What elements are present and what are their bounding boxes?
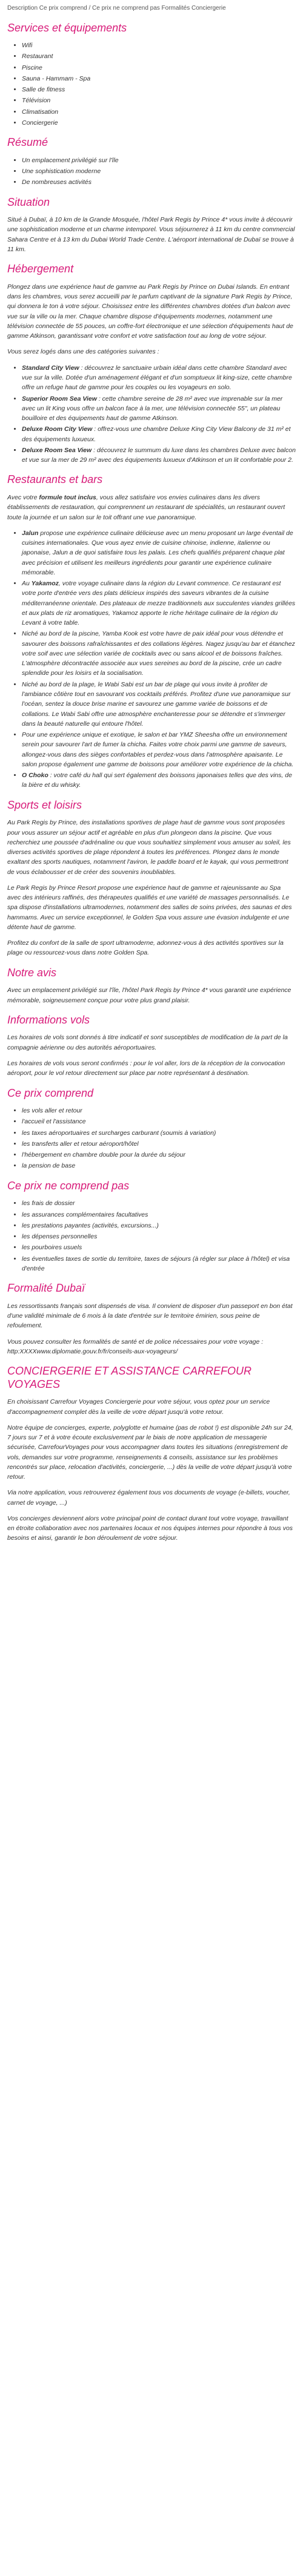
list-item: • Piscine bbox=[22, 63, 296, 73]
list-item: • Wifi bbox=[22, 41, 296, 50]
list-item: • l'accueil et l'assistance bbox=[22, 1117, 296, 1126]
restaurant-desc: : votre café du hall qui sert également des boissons japonaises telles que des vins, de la bière et du whisky. bbox=[22, 772, 292, 789]
services-list bbox=[7, 41, 296, 128]
sports-paragraph: Au Park Regis by Prince, des installations sportives de plage haut de gamme vous sont proposées pour vous assurer un séjour actif et agréable en plus d'un plongeon dans la piscine. Que vous recherchiez une poussée d'adrénaline ou que vous souhaitiez simplement vous amuser au soleil, les diverses activités sportives de plage répondent à toutes les préférences. Plongez dans le monde exaltant des sports nautiques, notamment l'aviron, le paddle board et le kayak, qui vous permettront de vous éclabousser et de créer des souvenirs inoubliables. bbox=[7, 819, 291, 876]
infos-paragraph: Les horaires de vols vous seront confirmés : pour le vol aller, lors de la réception de la convocation aéroport, pour le vol retour directement sur place par notre représentant à destination. bbox=[7, 1059, 285, 1077]
avis-text: Avec un emplacement privilégié sur l'île, l'hôtel Park Regis by Prince 4* vous garantit une expérience mémorable, soigneusement conçue pour votre plus grand plaisir. bbox=[7, 987, 291, 1004]
infos-vols-title: Informations vols bbox=[7, 1013, 90, 1026]
list-item: • De nombreuses activités bbox=[22, 177, 296, 187]
restaurants-intro bbox=[7, 493, 296, 522]
room-desc: : découvrez le sanctuaire urbain idéal dans cette chambre Standard avec vue sur la ville. Dotée d'un aménagement élégant et d'un somptueux lit king-size, cette chambre offre un refuge haut de gamme pour les couples ou les voyageurs en solo. bbox=[22, 364, 292, 392]
formalites-paragraph: Les ressortissants français sont dispensés de visa. Il convient de disposer d'un passeport en bon état d'une validité minimale de 6 mois à la date d'entrée sur le territoire émirien, sous peine de refoulement. bbox=[7, 1302, 293, 1330]
room-name: Standard City View bbox=[22, 364, 79, 372]
comprend-title: Ce prix comprend bbox=[7, 1086, 94, 1099]
formalites-title: Formalité Dubaï bbox=[7, 1282, 85, 1295]
list-item: • Un emplacement privilégié sur l'île bbox=[22, 156, 296, 165]
list-item: • les taxes aéroportuaires et surcharges carburant (soumis à variation) bbox=[22, 1128, 296, 1138]
infos-paragraph: Les horaires de vols sont donnés à titre indicatif et sont susceptibles de modification de la part de la compagnie aérienne ou des autorités aéroportuaires. bbox=[7, 1034, 288, 1051]
list-item: • les dépenses personnelles bbox=[22, 1232, 296, 1241]
restaurant-desc: propose une expérience culinaire délicieuse avec un menu proposant un large éventail de cuisines internationales. Que vous ayez envie de cuisine chinoise, indienne, italienne ou japonaise, Jalun a de quoi satisfaire tous les palais. Les chefs qualifiés préparent chaque plat avec précision et utilisent les meilleurs ingrédients pour garantir une expérience culinaire mémorable. bbox=[22, 529, 293, 576]
room-desc: : offrez-vous une chambre Deluxe King City View Balcony de 31 m² et des équipements luxueux. bbox=[22, 426, 291, 443]
list-item: • les pourboires usuels bbox=[22, 1243, 296, 1252]
list-item: • les transferts aller et retour aéroport/hôtel bbox=[22, 1139, 296, 1149]
restaurant-item: • Au Yakamoz, votre voyage culinaire dans la région du Levant commence. Ce restaurant est votre porte d'entrée vers des plats délicieux inspirés des saveurs vibrantes de la cuisine méditerranéenne orientale. Des plateaux de mezze traditionnels aux succulentes viandes grillées et aux plats de riz aromatiques, Yakamoz apporte le riche héritage culinaire de la région du Levant à votre table. bbox=[22, 579, 296, 628]
room-desc: : découvrez le summum du luxe dans les chambres Deluxe avec balcon et vue sur la mer de 29 m² avec des équipements luxueux d'Atkinson et un lit confortable pour 2. bbox=[22, 446, 296, 464]
formalites-paragraph: Vous pouvez consulter les formalités de santé et de police nécessaires pour votre voyage : http:XXXXwww.diplomatie.gouv.fr/fr/conseils-aux-voyageurs/ bbox=[7, 1338, 264, 1355]
list-item: • Une sophistication moderne bbox=[22, 166, 296, 176]
list-item: • Conciergerie bbox=[22, 118, 296, 128]
restaurants-title: Restaurants et bars bbox=[7, 473, 103, 486]
list-item: • l'hébergement en chambre double pour la durée du séjour bbox=[22, 1150, 296, 1160]
situation-title: Situation bbox=[7, 196, 50, 208]
restaurants-intro-b: , vous allez satisfaire vos envies culinaires dans les divers établissements de restauration, qui comprennent un restaurant de spécialités, un restaurant ouvert toute la journée et un salon sur le toit offrant une vue panoramique. bbox=[7, 493, 285, 521]
restaurant-name: Yakamoz bbox=[31, 580, 59, 588]
conciergerie-paragraph: Vos concierges deviennent alors votre principal point de contact durant tout votre voyage, travaillant en étroite collaboration avec nos partenaires locaux et nos équipes internes pour répondre à tous vos besoins et ainsi, garantir le bon déroulement de votre séjour. bbox=[7, 1514, 293, 1542]
room-item bbox=[22, 424, 296, 444]
situation-text: Situé à Dubaï, à 10 km de la Grande Mosquée, l'hôtel Park Regis by Prince 4* vous invite à découvrir une sophistication moderne et un charme intemporel. Vous séjournerez à 11 km du centre commercial Sahara Centre et à 13 km du Dubai World Trade Centre. L'aéroport international de Dubaï se trouve à 11 km. bbox=[7, 216, 295, 253]
conciergerie-title: CONCIERGERIE ET ASSISTANCE CARREFOUR VOYAGES bbox=[7, 1365, 252, 1390]
restaurant-item bbox=[22, 730, 296, 769]
restaurant-item bbox=[22, 528, 296, 577]
room-name: Deluxe Room Sea View bbox=[22, 446, 92, 454]
restaurant-item bbox=[22, 629, 296, 678]
room-item bbox=[22, 394, 296, 424]
list-item: • les vols aller et retour bbox=[22, 1106, 296, 1116]
restaurants-intro-bold: formule tout inclus bbox=[39, 493, 96, 501]
hebergement-intro: Plongez dans une expérience haut de gamme au Park Regis by Prince on Dubai Islands. En entrant dans les chambres, vous serez accueilli par le parfum captivant de la signature Park Regis by Prince, qui donnera le ton à votre séjour. Choisissez entre les différentes chambres dotées d'un balcon avec vue sur la ville ou la mer. Chaque chambre dispose d'équipements modernes, notamment une télévision connectée de 55 pouces, un coffre-fort électronique et une sélection d'équipements haut de gamme Atkinson, garantissant votre confort et votre satisfaction tout au long de votre séjour. bbox=[7, 283, 293, 340]
sports-paragraph: Le Park Regis by Prince Resort propose une expérience haut de gamme et rajeunissante au Spa avec des intérieurs raffinés, des thérapeutes qualifiés et une variété de massages personnalisés. Le spa dispose d'installations ultramodernes, notamment des salles de soins privées, des saunas et des hammams. Avec un service exceptionnel, le Golden Spa vous assure une évasion indulgente et une détente haut de gamme. bbox=[7, 884, 292, 931]
resume-list bbox=[7, 156, 296, 188]
services-title: Services et équipements bbox=[7, 21, 127, 34]
restaurant-desc: Pour une expérience unique et exotique, le salon et bar YMZ Sheesha offre un environnement serein pour savourer l'art de fumer la chicha. Faites votre choix parmi une gamme de saveurs, allongez-vous dans des sièges confortables et perdez-vous dans l'atmosphère apaisante. Le salon propose également une gamme de boissons pour améliorer votre expérience de la chicha. bbox=[22, 731, 294, 768]
room-list bbox=[7, 363, 296, 465]
restaurant-list bbox=[7, 528, 296, 790]
top-description-line: Description Ce prix comprend / Ce prix ne comprend pas Formalités Conciergerie bbox=[7, 5, 226, 12]
list-item: • les assurances complémentaires facultatives bbox=[22, 1210, 296, 1220]
conciergerie-paragraph: En choisissant Carrefour Voyages Conciergerie pour votre séjour, vous optez pour un service d'accompagnement complet dès la veille de votre départ jusqu'à votre retour. bbox=[7, 1398, 270, 1416]
list-item: • Sauna - Hammam - Spa bbox=[22, 74, 296, 84]
conciergerie-paragraph: Via notre application, vous retrouverez également tous vos documents de voyage (e-billets, voucher, carnet de voyage, ...) bbox=[7, 1489, 290, 1506]
list-item: • les frais de dossier bbox=[22, 1198, 296, 1208]
hebergement-types-intro: Vous serez logés dans une des catégories suivantes : bbox=[7, 348, 159, 356]
ne-comprend-title: Ce prix ne comprend pas bbox=[7, 1179, 130, 1192]
sports-paragraph: Profitez du confort de la salle de sport ultramoderne, adonnez-vous à des activités sportives sur la plage ou ressourcez-vous dans notre Golden Spa. bbox=[7, 939, 284, 957]
room-name: Superior Room Sea View bbox=[22, 395, 97, 402]
avis-title: Notre avis bbox=[7, 966, 57, 979]
resume-title: Résumé bbox=[7, 136, 48, 149]
ne-comprend-list bbox=[7, 1198, 296, 1273]
restaurant-desc: , votre voyage culinaire dans la région du Levant commence. Ce restaurant est votre porte d'entrée vers des plats délicieux inspirés des saveurs vibrantes de la cuisine méditerranéenne orientale. Des plateaux de mezze traditionnels aux succulentes viandes grillées et aux plats de riz aromatiques, Yakamoz apporte le riche héritage culinaire de la région du Levant à votre table. bbox=[22, 580, 296, 627]
room-name: Deluxe Room City View bbox=[22, 426, 93, 433]
room-desc: : cette chambre sereine de 28 m² avec vue imprenable sur la mer avec un lit King vous offre un balcon face à la mer, une télévision connectée 55", un plateau bouilloire et des équipements haut de gamme Atkinson. bbox=[22, 395, 283, 422]
restaurant-item bbox=[22, 770, 296, 790]
comprend-list bbox=[7, 1106, 296, 1171]
list-item: • les prestations payantes (activités, excursions...) bbox=[22, 1221, 296, 1230]
list-item: • les éventuelles taxes de sortie du territoire, taxes de séjours (à régler sur place à l'hôtel) et visa d'entrée bbox=[22, 1254, 296, 1274]
room-item bbox=[22, 445, 296, 465]
restaurant-item bbox=[22, 680, 296, 729]
restaurant-desc: Niché au bord de la piscine, Yamba Kook est votre havre de paix idéal pour vous détendre et savourer des boissons rafraîchissantes et des collations légères. Nagez jusqu'au bar et étanchez votre soif avec une sélection variée de cocktails avec ou sans alcool et de boissons fraîches. L'atmosphère décontractée associée aux vues sereines au bord de la piscine, crée un cadre splendide pour les loisirs et la socialisation. bbox=[22, 630, 295, 677]
conciergerie-paragraph: Notre équipe de concierges, experte, polyglotte et humaine (pas de robot !) est disponible 24h sur 24, 7 jours sur 7 et à votre écoute exclusivement par le biais de notre application de messagerie sécurisée, CarrefourVoyages pour vous accompagner dans toutes les situations (enregistrement de vols, demandes sur votre programme, renseignements & conseils, assistance sur les problèmes rencontrés sur place, relocation d'activités, conciergerie, ...) dès la veille de votre départ jusqu'à votre retour. bbox=[7, 1424, 293, 1481]
list-item: • Télévision bbox=[22, 96, 296, 105]
restaurant-desc: Niché au bord de la plage, le Wabi Sabi est un bar de plage qui vous invite à profiter de l'ambiance côtière tout en savourant vos cocktails préférés. Profitez d'une vue panoramique sur l'océan, sentez la douce brise marine et savourez une gamme variée de boissons et de collations. Le Wabi Sabi offre une atmosphère enchanteresse pour se détendre et s'immerger dans la beauté naturelle qui entoure l'hôtel. bbox=[22, 680, 291, 728]
list-item: • Climatisation bbox=[22, 107, 296, 117]
restaurant-name: Jalun bbox=[22, 529, 39, 537]
sports-title: Sports et loisirs bbox=[7, 798, 82, 811]
list-item: • la pension de base bbox=[22, 1161, 296, 1171]
list-item: • Restaurant bbox=[22, 51, 296, 61]
list-item: • Salle de fitness bbox=[22, 85, 296, 94]
restaurant-name: O Choko bbox=[22, 772, 48, 780]
restaurants-intro-a: Avec votre bbox=[7, 493, 39, 501]
hebergement-title: Hébergement bbox=[7, 263, 74, 275]
room-item bbox=[22, 363, 296, 393]
